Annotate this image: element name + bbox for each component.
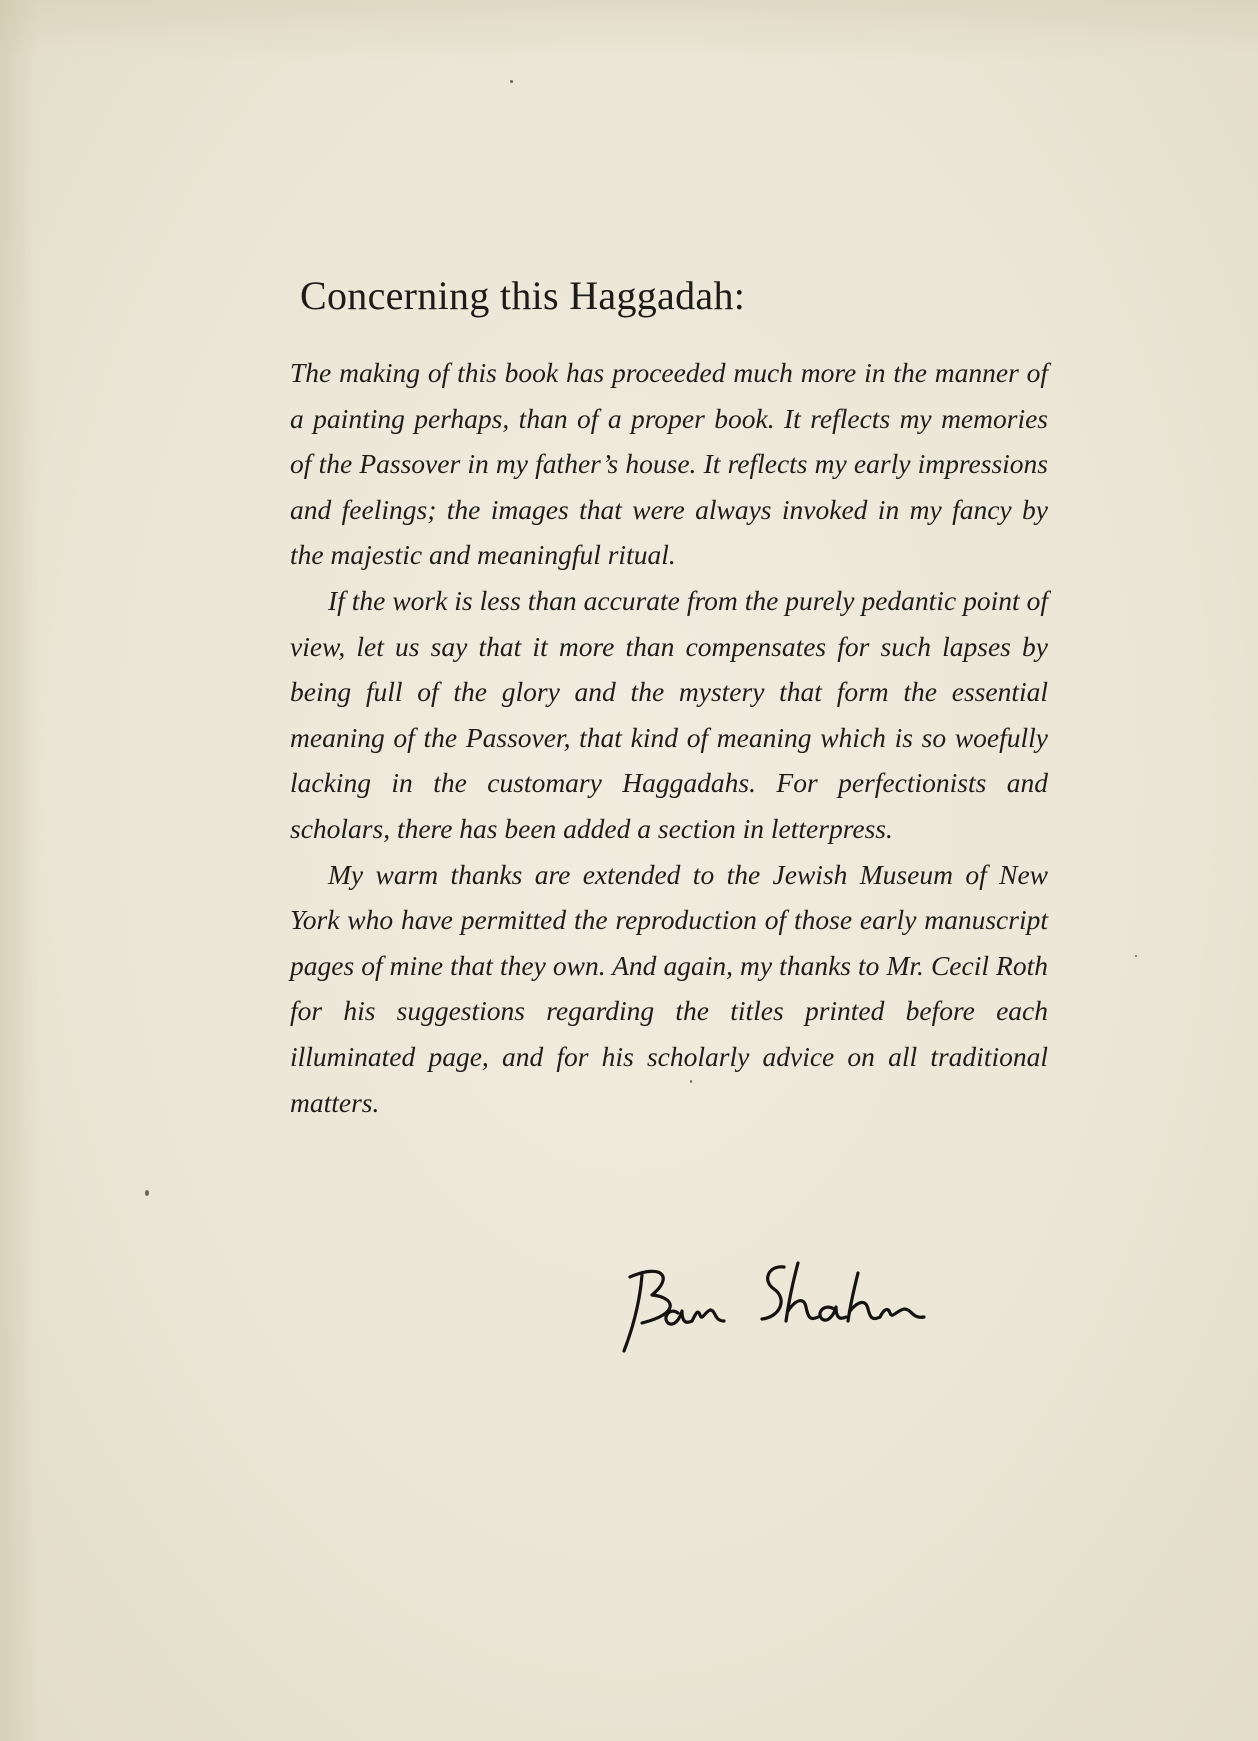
body-text — [290, 350, 1048, 1125]
paragraph-2: If the work is less than accurate from the purely pedantic point of view, let us say that it more than compensates for such lapses by being full of the glory and the mystery that form the essential meaning of the Passover, that kind of meaning which is so woefully lacking in the customary Haggadahs. For perfectionists and scholars, there has been added a section in letterpress. — [290, 584, 1048, 844]
paper-speck — [510, 80, 513, 83]
page-title: Concerning this Haggadah: — [300, 273, 746, 318]
paragraph-3: My warm thanks are extended to the Jewish Museum of New York who have permitted the reproduction of those early manuscript pages of mine that they own. And again, my thanks to Mr. Cecil Roth for his suggestions regarding the titles printed before each illuminated page, and for his scholarly advice on all traditional matters. — [290, 858, 1048, 1118]
paper-speck — [1135, 955, 1137, 957]
paragraph-1: The making of this book has proceeded much more in the manner of a painting perhaps, than of a proper book. It reflects my memories of the Passover in my father’s house. It reflects my early impressions and feelings; the images that were always invoked in my fancy by the majestic and meaningful ritual. — [290, 357, 1048, 571]
signature — [612, 1255, 992, 1355]
paper-speck — [145, 1190, 149, 1196]
